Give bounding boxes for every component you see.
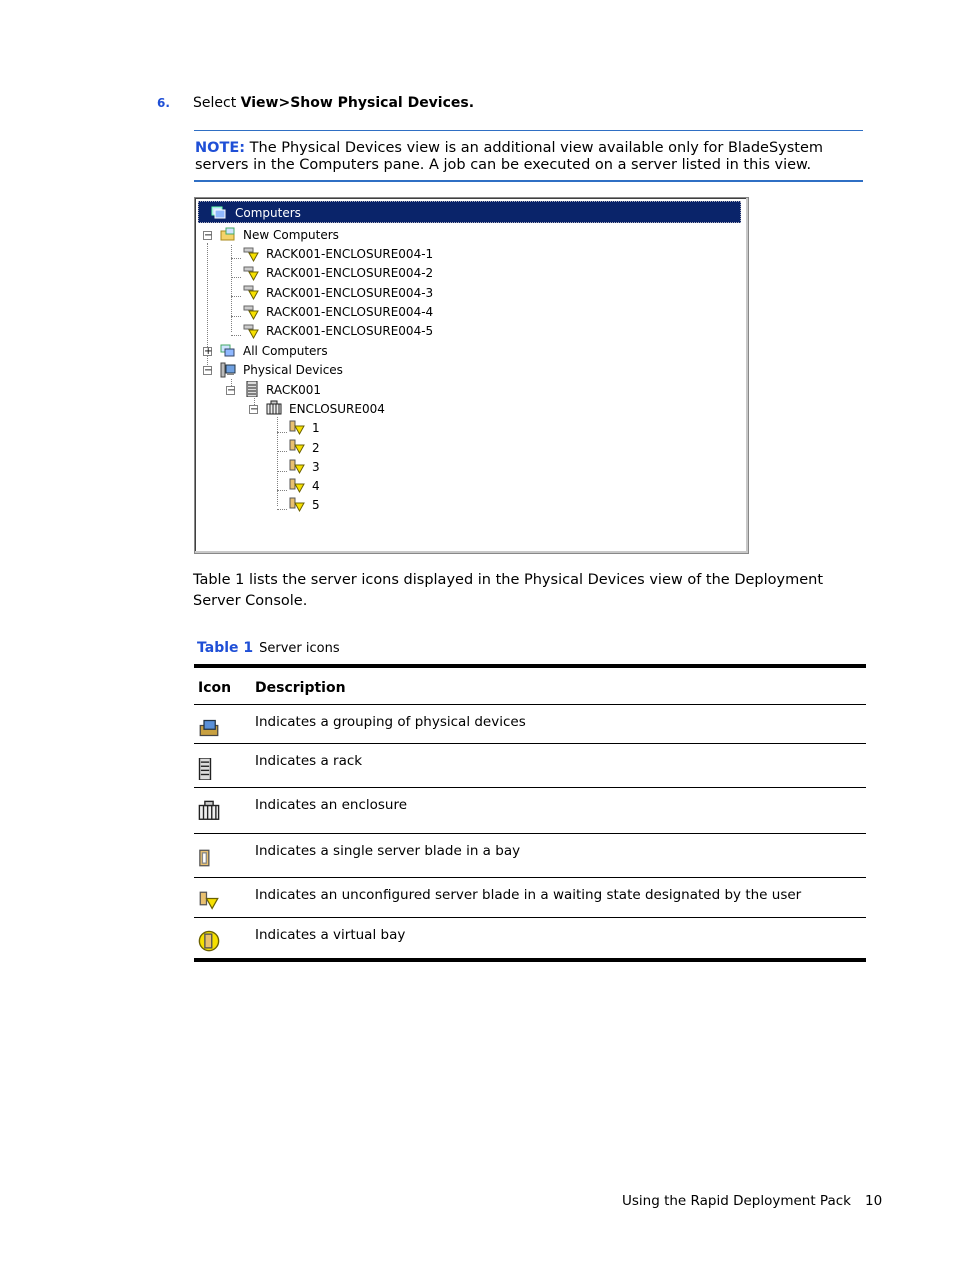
row-description: Indicates a virtual bay — [255, 927, 406, 943]
computers-pane-title: Computers — [235, 206, 301, 220]
table-row — [194, 743, 866, 787]
footer-title: Using the Rapid Deployment Pack — [622, 1193, 851, 1209]
expand-all-computers[interactable]: + — [204, 346, 213, 357]
computers-pane-screenshot — [194, 197, 749, 554]
step-number: 6. — [157, 96, 170, 110]
rack-icon — [198, 758, 212, 780]
tree-item-bay-2[interactable]: 2 — [312, 441, 320, 455]
table-row — [194, 787, 866, 833]
intro-paragraph: Table 1 lists the server icons displayed in the Physical Devices view of the Deployment Server Console. — [193, 572, 824, 609]
tree-item-enclosure004[interactable]: ENCLOSURE004 — [289, 402, 385, 416]
server-icons-table — [194, 664, 866, 962]
table-row — [194, 917, 866, 958]
table-title: Server icons — [259, 641, 340, 656]
enclosure-icon — [266, 400, 282, 416]
blade-waiting-icon — [289, 420, 305, 436]
table-caption — [197, 640, 340, 656]
blade-waiting-icon — [289, 497, 305, 513]
blade-waiting-icon — [243, 284, 259, 300]
header-icon: Icon — [198, 680, 232, 696]
table-number: Table 1 — [197, 640, 254, 656]
tree-item-rack001-enclosure004-1[interactable]: RACK001-ENCLOSURE004-1 — [266, 247, 434, 261]
blade-icon — [198, 849, 212, 867]
blade-waiting-icon — [289, 478, 305, 494]
tree-item-rack001-enclosure004-4[interactable]: RACK001-ENCLOSURE004-4 — [266, 305, 434, 319]
tree-item-rack001-enclosure004-5[interactable]: RACK001-ENCLOSURE004-5 — [266, 324, 434, 338]
step-6 — [157, 95, 474, 111]
blade-waiting-icon — [243, 323, 259, 339]
blade-waiting-icon — [289, 439, 305, 455]
tree-item-bay-3[interactable]: 3 — [312, 460, 320, 474]
enclosure-icon — [198, 800, 220, 822]
blade-waiting-icon — [243, 246, 259, 262]
header-description: Description — [255, 680, 346, 696]
tree-item-bay-4[interactable]: 4 — [312, 479, 320, 493]
blade-waiting-icon — [289, 459, 305, 475]
row-description: Indicates an enclosure — [255, 797, 408, 813]
step-text: Select — [193, 95, 241, 111]
note-box — [194, 130, 863, 182]
collapse-physical-devices[interactable]: − — [204, 365, 213, 376]
collapse-rack001[interactable]: − — [227, 385, 236, 396]
page-number: 10 — [864, 1193, 883, 1209]
table-row — [194, 833, 866, 877]
step-menu-path: View>Show Physical Devices. — [240, 95, 475, 111]
note-text: The Physical Devices view is an additional view available only for BladeSystem servers in the Computers pane. A job can be executed on a server listed in this view. — [195, 140, 824, 173]
computers-pane-title-bar[interactable] — [198, 201, 741, 223]
rack-icon — [244, 381, 260, 397]
tree-item-all-computers[interactable]: All Computers — [243, 344, 328, 358]
physical-devices-icon — [198, 718, 220, 738]
row-description: Indicates a rack — [255, 753, 363, 769]
tree-item-bay-5[interactable]: 5 — [312, 498, 320, 512]
virtual-bay-icon — [198, 930, 220, 952]
tree-item-rack001-enclosure004-3[interactable]: RACK001-ENCLOSURE004-3 — [266, 286, 434, 300]
physical-devices-icon — [220, 362, 236, 378]
tree-item-rack001[interactable]: RACK001 — [266, 383, 322, 397]
folder-computers-icon — [220, 226, 236, 242]
computers-icon — [220, 343, 236, 359]
tree-item-bay-1[interactable]: 1 — [312, 421, 320, 435]
row-description: Indicates an unconfigured server blade in a waiting state designated by the user — [255, 887, 802, 903]
blade-waiting-icon — [243, 265, 259, 281]
page-footer — [622, 1193, 882, 1209]
collapse-enclosure004[interactable]: − — [250, 404, 259, 415]
collapse-new-computers[interactable]: − — [204, 230, 213, 241]
row-description: Indicates a single server blade in a bay — [255, 843, 521, 859]
blade-waiting-icon — [198, 891, 220, 911]
tree-item-rack001-enclosure004-2[interactable]: RACK001-ENCLOSURE004-2 — [266, 266, 434, 280]
tree-item-physical-devices[interactable]: Physical Devices — [243, 363, 343, 377]
note-label: NOTE: — [195, 140, 246, 156]
tree-item-new-computers[interactable]: New Computers — [243, 228, 339, 242]
table-row — [194, 705, 866, 743]
row-description: Indicates a grouping of physical devices — [255, 714, 526, 730]
computers-icon — [211, 205, 227, 221]
table-row — [194, 877, 866, 917]
blade-waiting-icon — [243, 304, 259, 320]
table-header-row — [194, 668, 866, 705]
